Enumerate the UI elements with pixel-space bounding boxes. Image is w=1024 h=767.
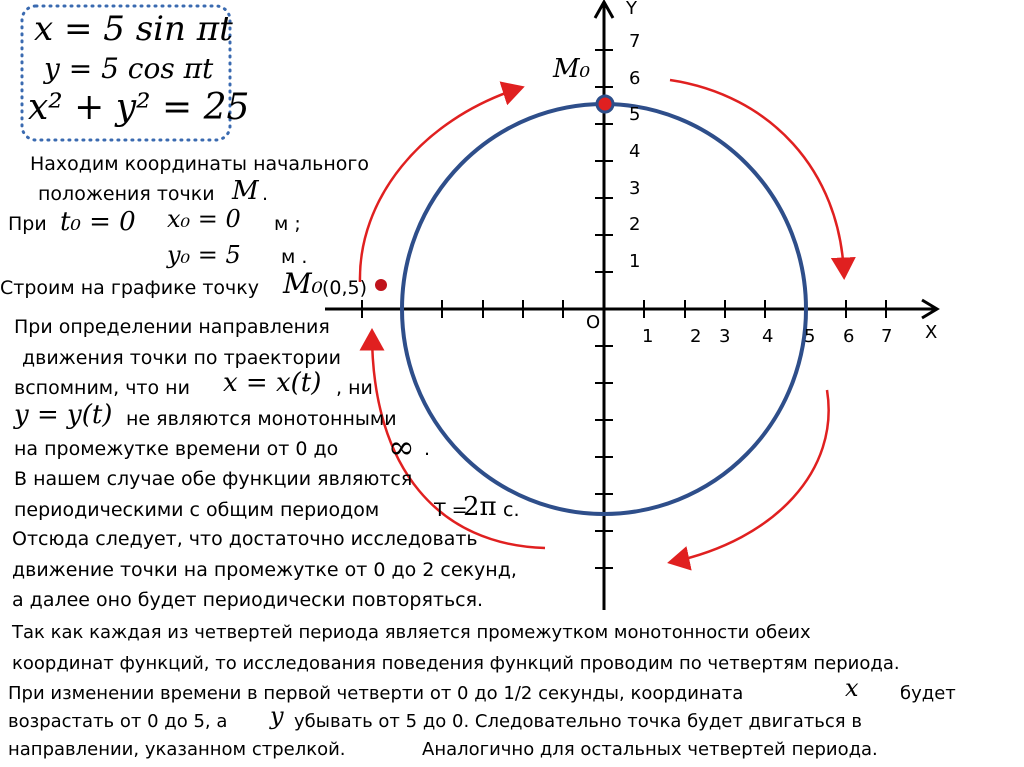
x-axis-label: X xyxy=(925,322,938,343)
text-p2: движения точки по траектории xyxy=(22,347,341,369)
inline-m0: M₀ xyxy=(283,267,323,300)
arrow-bottom-right xyxy=(672,390,829,562)
y-tick-3: 3 xyxy=(629,178,641,199)
m0-label: M₀ xyxy=(553,54,591,84)
text-p7-T: T = xyxy=(434,499,468,521)
formula-x-of-t: x = x(t) xyxy=(223,368,322,398)
text-find-1: Находим координаты начального xyxy=(30,153,370,175)
x-tick-1: 1 xyxy=(642,326,654,347)
x-tick-3: 3 xyxy=(719,326,731,347)
text-p1: При определении направления xyxy=(14,316,330,338)
text-p10: а далее оно будет периодически повторяться. xyxy=(12,589,484,611)
text-p7: периодическими с общим периодом xyxy=(14,499,380,521)
x-tick-2: 2 xyxy=(690,326,702,347)
y-tick-2: 2 xyxy=(629,214,641,235)
inline-dot xyxy=(375,279,387,291)
text-p6: В нашем случае обе функции являются xyxy=(14,468,413,490)
formula-y: y = 5 cos πt xyxy=(44,52,214,85)
text-q5: направлении, указанном стрелкой. xyxy=(8,739,346,760)
origin-label: O xyxy=(586,312,601,333)
text-find-end: . xyxy=(262,183,269,205)
formula-y-of-t: y = y(t) xyxy=(14,400,113,430)
text-q1: Так как каждая из четвертей периода является промежутком монотонности обеих xyxy=(12,622,811,643)
infinity-symbol: ∞ xyxy=(388,428,415,466)
formula-circle: x² + y² = 25 xyxy=(28,87,250,128)
x-tick-7: 7 xyxy=(881,326,893,347)
text-find-2: положения точки xyxy=(38,183,215,205)
text-q3: При изменении времени в первой четверти от 0 до 1/2 секунды, координата xyxy=(8,683,744,704)
y-tick-5: 5 xyxy=(629,104,641,125)
text-find-point: M xyxy=(232,176,259,206)
formula-x: x = 5 sin πt xyxy=(34,9,233,49)
formula-q3-x: x xyxy=(845,674,859,702)
text-coords: (0,5) xyxy=(322,277,368,299)
text-q4-end: убывать от 5 до 0. Следовательно точка будет двигаться в xyxy=(294,711,862,732)
y-tick-6: 6 xyxy=(629,68,641,89)
text-unit-2: м . xyxy=(281,246,308,268)
text-q3-end: будет xyxy=(900,683,956,704)
x-tick-4: 4 xyxy=(762,326,774,347)
x-tick-6: 6 xyxy=(843,326,855,347)
y-tick-1: 1 xyxy=(629,251,641,272)
text-p5-end: . xyxy=(424,438,431,460)
text-p8: Отсюда следует, что достаточно исследовать xyxy=(12,528,478,550)
formula-y0: y₀ = 5 xyxy=(167,241,241,269)
y-axis-label: Y xyxy=(626,0,637,19)
y-tick-4: 4 xyxy=(629,141,641,162)
text-p3-end: , ни xyxy=(336,377,373,399)
text-p7-end: с. xyxy=(503,499,520,521)
formula-t0: t₀ = 0 xyxy=(60,207,136,237)
text-unit-1: м ; xyxy=(274,213,301,235)
text-p4: не являются монотонными xyxy=(126,408,397,430)
formula-2pi: 2π xyxy=(463,492,497,522)
text-p3: вспомним, что ни xyxy=(14,377,190,399)
text-build: Строим на графике точку xyxy=(0,277,259,299)
formula-x0: x₀ = 0 xyxy=(167,205,241,233)
text-q5-end: Аналогично для остальных четвертей периода. xyxy=(422,739,878,760)
point-m0 xyxy=(597,96,613,112)
x-tick-5: 5 xyxy=(804,326,816,347)
text-p5: на промежутке времени от 0 до xyxy=(14,438,339,460)
arrow-top-left xyxy=(360,88,520,282)
formula-q4-y: y xyxy=(270,702,284,730)
y-tick-7: 7 xyxy=(629,31,641,52)
text-q2: координат функций, то исследования поведения функций проводим по четвертям периода. xyxy=(12,653,900,674)
text-p9: движение точки на промежутке от 0 до 2 секунд, xyxy=(12,559,517,581)
text-pri: При xyxy=(8,213,47,235)
text-q4: возрастать от 0 до 5, а xyxy=(8,711,228,732)
